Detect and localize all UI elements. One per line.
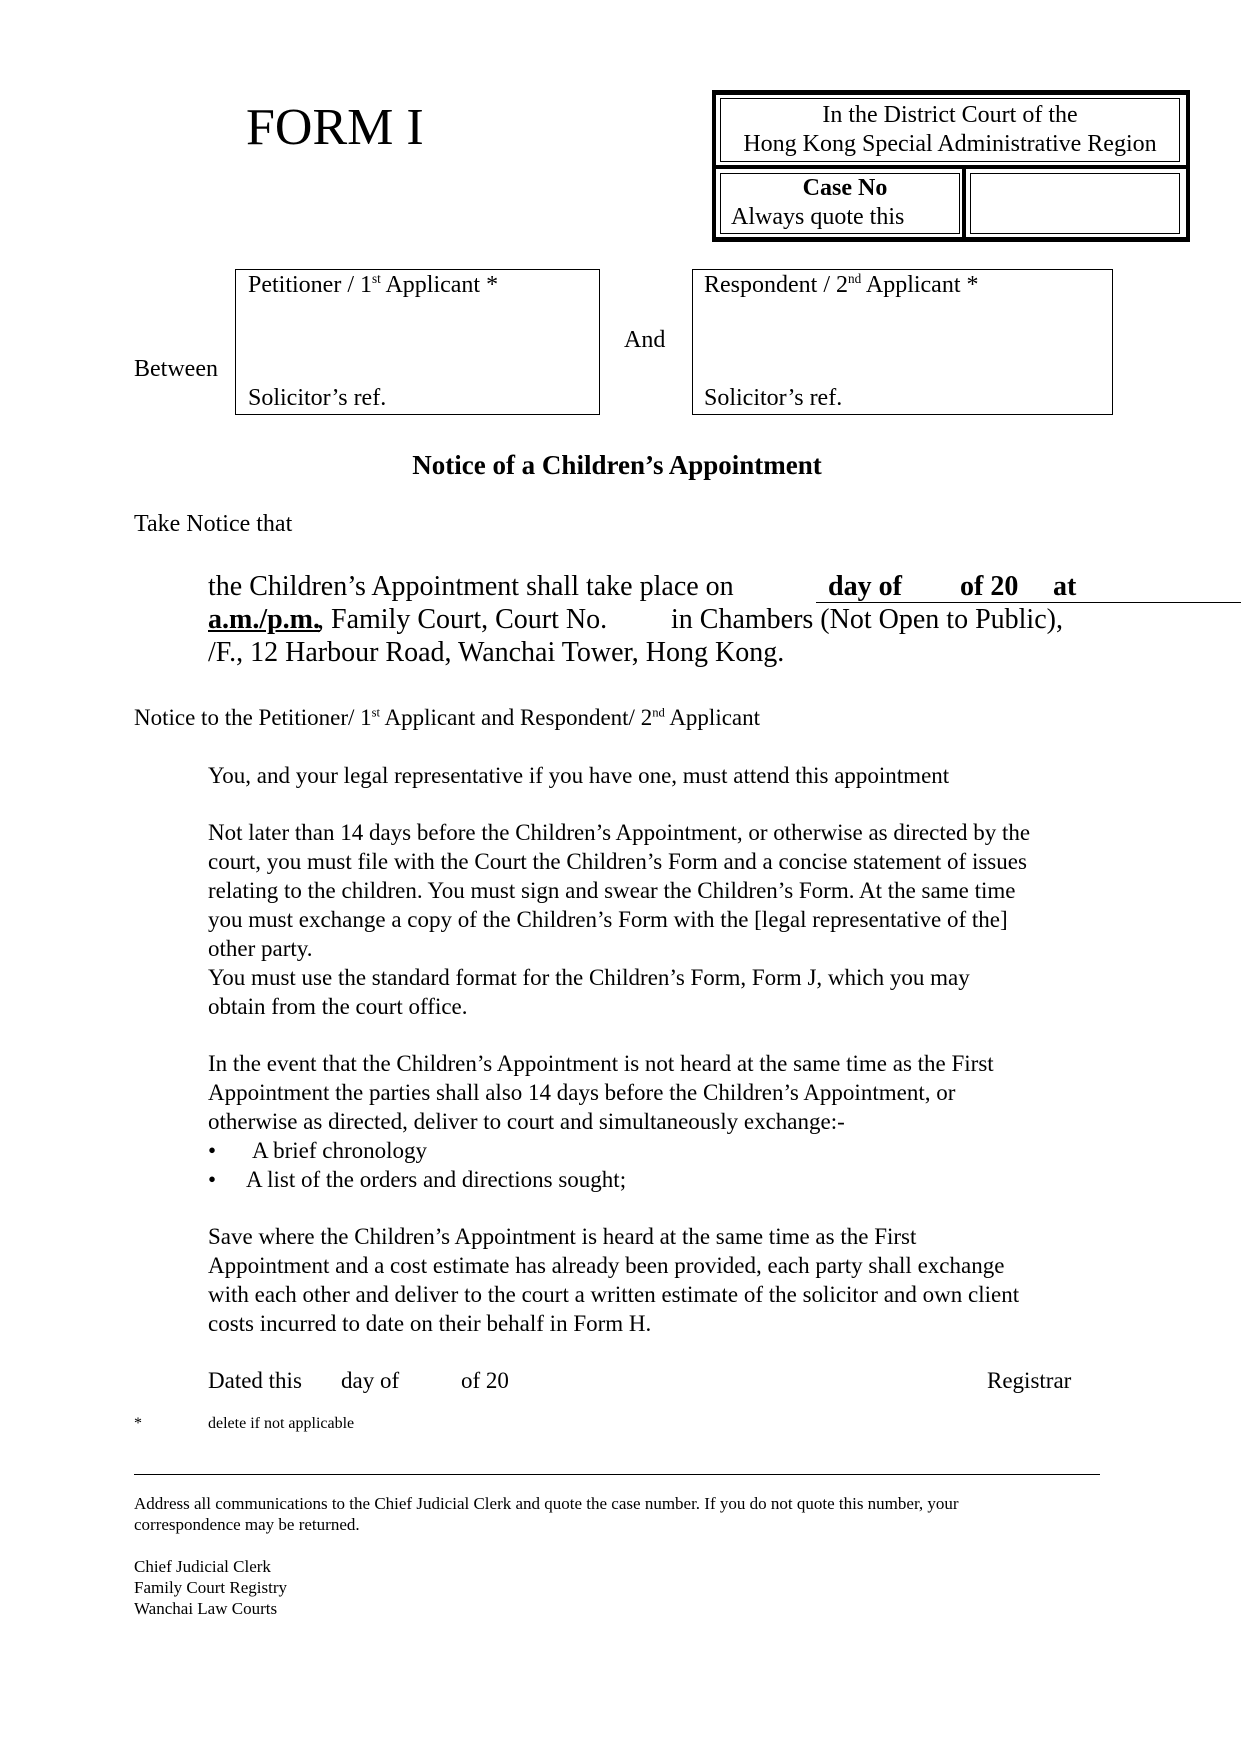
notice-to-line: Notice to the Petitioner/ 1st Applicant and Respondent/ 2nd Applicant xyxy=(134,705,761,730)
address-line: /F., 12 Harbour Road, Wanchai Tower, Hong Kong. xyxy=(208,637,785,668)
divider xyxy=(134,1474,1100,1475)
petitioner-label: Petitioner / 1st Applicant * xyxy=(248,271,499,298)
at-label: at xyxy=(1053,571,1077,602)
petitioner-solicitor-ref: Solicitor’s ref. xyxy=(248,385,387,411)
footer-contact: Chief Judicial Clerk Family Court Registry Wanchai Law Courts xyxy=(134,1557,287,1618)
between-label: Between xyxy=(134,356,218,382)
file-paragraph: Not later than 14 days before the Children’s Appointment, or otherwise as directed by the court, you must file with the Court the Children’s Form and a concise statement of issues relating to the children. You must sign and swear the Children’s Form. At the same time you must exchange a copy of the Children’s Form with the [legal representative of the] other party. You must use the standard format for the Children’s Form, Form J, which you may obtain from the court office. xyxy=(208,820,1031,1019)
footnote-text: delete if not applicable xyxy=(208,1415,355,1432)
case-no-hint: Always quote this xyxy=(731,204,905,230)
court-line-2: Hong Kong Special Administrative Region xyxy=(743,131,1157,157)
registrar-label: Registrar xyxy=(987,1368,1072,1393)
footnote-marker: * xyxy=(134,1415,142,1432)
take-notice-text: Take Notice that xyxy=(134,511,293,537)
event-paragraph: In the event that the Children’s Appointment is not heard at the same time as the First Appointment the parties shall also 14 days before the Children’s Appointment, or otherwise as directed, deliver to court and simultaneously exchange:- xyxy=(208,1051,994,1134)
save-paragraph: Save where the Children’s Appointment is heard at the same time as the First Appointment and a cost estimate has already been provided, each party shall exchange with each other and deliver to the court a written estimate of the solicitor and own client costs incurred to date on their behalf in Form H. xyxy=(208,1224,1020,1336)
court-no-text: , Family Court, Court No. xyxy=(317,604,608,635)
court-name-cell xyxy=(720,98,1180,162)
respondent-solicitor-ref: Solicitor’s ref. xyxy=(704,385,843,411)
footer-address: Address all communications to the Chief Judicial Clerk and quote the case number. If you do not quote this number, your correspondence may be returned. xyxy=(134,1494,959,1534)
dated-this: Dated this xyxy=(208,1368,302,1393)
notice-heading: Notice of a Children’s Appointment xyxy=(412,450,822,480)
case-no-label-cell xyxy=(720,173,960,234)
respondent-label: Respondent / 2nd Applicant * xyxy=(704,271,979,298)
ampm-label: a.m./p.m. xyxy=(208,604,320,635)
and-label: And xyxy=(624,327,666,353)
attend-paragraph: You, and your legal representative if you have one, must attend this appointment xyxy=(208,763,950,788)
petitioner-box[interactable] xyxy=(235,269,600,415)
appointment-line-1: the Children’s Appointment shall take place on xyxy=(208,571,734,602)
of-20-label: of 20 xyxy=(960,571,1019,602)
case-no-field[interactable] xyxy=(970,173,1180,234)
dated-of-20: of 20 xyxy=(461,1368,509,1393)
day-of-label: day of xyxy=(828,571,902,602)
form-title: FORM I xyxy=(246,99,424,156)
respondent-box[interactable] xyxy=(692,269,1113,415)
dated-day-of: day of xyxy=(341,1368,400,1393)
appointment-block xyxy=(208,570,1108,669)
court-box xyxy=(712,90,1190,242)
chambers-text: in Chambers (Not Open to Public), xyxy=(671,604,1063,635)
case-no-label: Case No xyxy=(802,175,888,201)
court-line-1: In the District Court of the xyxy=(822,102,1078,128)
